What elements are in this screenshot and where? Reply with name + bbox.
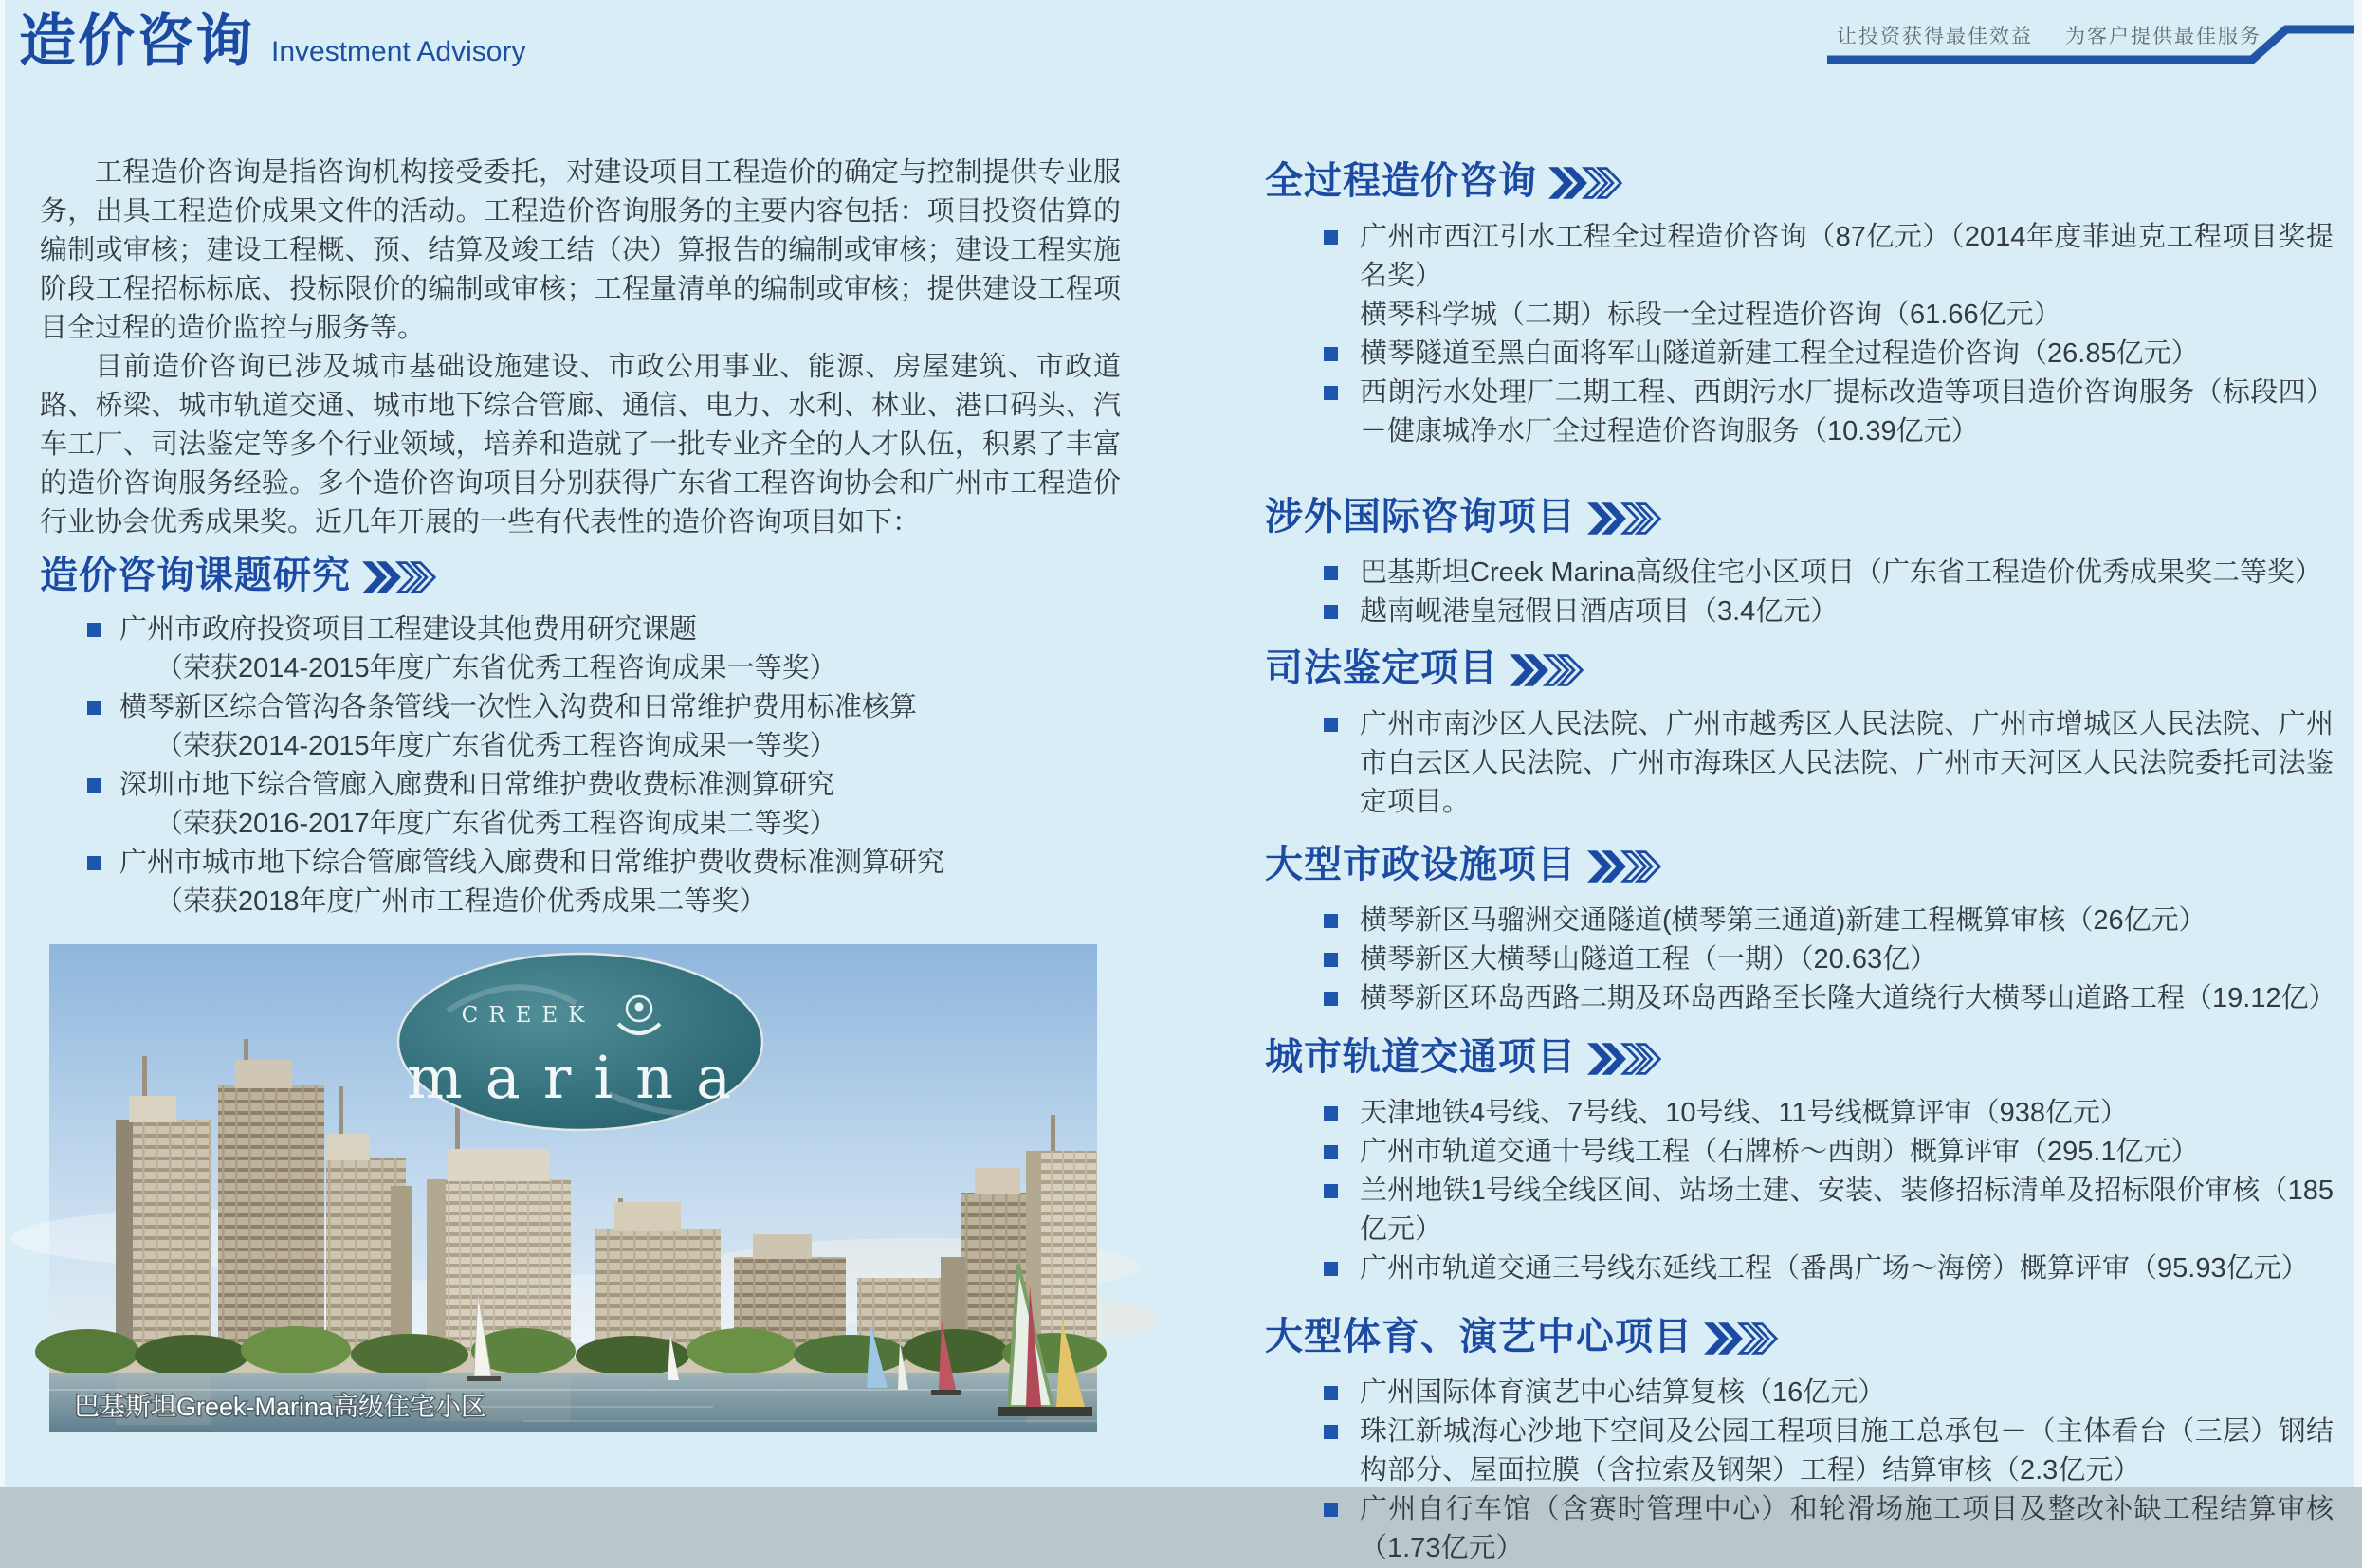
slogan-right: 为客户提供最佳服务 (2065, 26, 2261, 47)
project-text: 广州市城市地下综合管廊管线入廊费和日常维护费收费标准测算研究 (119, 848, 945, 878)
creek-marina-photo (49, 944, 1097, 1432)
list-item (87, 766, 1121, 844)
double-chevron-icon (1587, 849, 1663, 884)
photo-caption: 巴基斯坦Greek-Marina高级住宅小区 (74, 1393, 487, 1421)
list-item (1324, 1172, 2334, 1249)
research-list (40, 611, 1121, 921)
left-margin-strip (0, 0, 5, 1487)
double-chevron-icon (1548, 166, 1624, 200)
section-title: 造价咨询课题研究 (40, 555, 351, 596)
project-text: 广州自行车馆（含赛时管理中心）和轮滑场施工项目及整改补缺工程结算审核（1.73亿元） (1360, 1494, 2334, 1563)
intro-paragraph-2: 目前造价咨询已涉及城市基础设施建设、市政公用事业、能源、房屋建筑、市政道路、桥梁、城市轨道交通、城市地下综合管廊、通信、电力、水利、林业、港口码头、汽车工厂、司法鉴定等多个行业领域，培养和造就了一批专业齐全的人才队伍，积累了丰富的造价咨询服务经验。多个造价咨询项目分别获得广东省工程咨询协会和广州市工程造价行业协会优秀成果奖。近几年开展的一些有代表性的造价咨询项目如下： (40, 352, 1121, 538)
list-item (1324, 1490, 2334, 1568)
list-item (87, 611, 1121, 688)
double-chevron-icon (362, 560, 438, 594)
double-chevron-icon (1587, 1042, 1663, 1076)
project-text: 广州市政府投资项目工程建设其他费用研究课题 (119, 614, 698, 645)
list-item (1324, 1374, 2334, 1413)
list-item (87, 844, 1121, 921)
section-header (1244, 1315, 2334, 1358)
award-text: （荣获2018年度广州市工程造价优秀成果二等奖） (156, 886, 767, 917)
project-text: 横琴隧道至黑白面将军山隧道新建工程全过程造价咨询（26.85亿元） (1360, 338, 2199, 369)
left-column (40, 99, 1121, 1568)
section-title: 大型体育、演艺中心项目 (1265, 1316, 1693, 1358)
project-text-line2: 横琴科学城（二期）标段一全过程造价咨询（61.66亿元） (1360, 300, 2061, 330)
project-text: 天津地铁4号线、7号线、10号线、11号线概算评审（938亿元） (1360, 1098, 2129, 1128)
content-columns (0, 99, 2362, 1568)
double-chevron-icon (1704, 1322, 1780, 1356)
award-text: （荣获2014-2015年度广东省优秀工程咨询成果一等奖） (156, 653, 837, 684)
list-item (1324, 1249, 2334, 1288)
project-list (1244, 705, 2334, 822)
list-item (1324, 554, 2334, 593)
project-text: 横琴新区环岛西路二期及环岛西路至长隆大道绕行大横琴山道路工程（19.12亿） (1360, 983, 2336, 1013)
section-rail-transit (1244, 1035, 2334, 1288)
section-judicial (1244, 647, 2334, 822)
project-text: 广州市轨道交通十号线工程（石牌桥～西朗）概算评审（295.1亿元） (1360, 1137, 2199, 1167)
double-chevron-icon (1587, 501, 1663, 536)
right-margin-strip (2354, 0, 2362, 1487)
project-text: 广州市南沙区人民法院、广州市越秀区人民法院、广州市增城区人民法院、广州市白云区人民法院、广州市海珠区人民法院、广州市天河区人民法院委托司法鉴定项目。 (1360, 709, 2334, 817)
right-column (1244, 99, 2334, 1568)
page-header (0, 0, 2362, 99)
page-title: 造价咨询 (19, 9, 254, 73)
section-header (1244, 843, 2334, 886)
section-title: 城市轨道交通项目 (1265, 1036, 1576, 1078)
project-text: 兰州地铁1号线全线区间、站场土建、安装、装修招标清单及招标限价审核（185亿元） (1360, 1176, 2334, 1245)
section-title: 司法鉴定项目 (1265, 647, 1498, 689)
section-header-research (40, 554, 1121, 597)
project-list (1244, 1374, 2334, 1568)
logo-creek-text: CREEK (461, 1003, 595, 1028)
section-title: 大型市政设施项目 (1265, 844, 1576, 885)
list-item (1324, 218, 2334, 335)
list-item (87, 688, 1121, 766)
page-subtitle: Investment Advisory (271, 36, 526, 67)
list-item (1324, 374, 2334, 451)
slogan-left: 让投资获得最佳效益 (1837, 26, 2033, 47)
project-text: 横琴新区大横琴山隧道工程（一期）（20.63亿） (1360, 944, 1938, 975)
creek-marina-logo (398, 954, 762, 1130)
intro-paragraph-1: 工程造价咨询是指咨询机构接受委托，对建设项目工程造价的确定与控制提供专业服务，出具工程造价成果文件的活动。工程造价咨询服务的主要内容包括：项目投资估算的编制或审核；建设工程概、预、结算及竣工结（决）算报告的编制或审核；建设工程实施阶段工程招标标底、投标限价的编制或审核；工程量清单的编制或审核；提供建设工程项目全过程的造价监控与服务等。 (40, 157, 1121, 343)
section-title: 全过程造价咨询 (1265, 160, 1537, 202)
list-item (1324, 1413, 2334, 1490)
header-decoration (1823, 0, 2354, 76)
project-text: 横琴新区综合管沟各条管线一次性入沟费和日常维护费用标准核算 (119, 692, 918, 722)
project-text: 巴基斯坦Creek Marina高级住宅小区项目（广东省工程造价优秀成果奖二等奖） (1360, 557, 2323, 588)
list-item (1324, 979, 2334, 1018)
award-text: （荣获2016-2017年度广东省优秀工程咨询成果二等奖） (156, 809, 837, 839)
project-text: 珠江新城海心沙地下空间及公园工程项目施工总承包－（主体看台（三层）钢结构部分、屋面拉膜（含拉索及钢架）工程）结算审核（2.3亿元） (1360, 1416, 2334, 1486)
project-text: 广州市轨道交通三号线东延线工程（番禺广场～海傍）概算评审（95.93亿元） (1360, 1253, 2309, 1284)
list-item (1324, 1133, 2334, 1172)
double-chevron-icon (1510, 653, 1585, 687)
project-text: 广州国际体育演艺中心结算复核（16亿元） (1360, 1377, 1886, 1408)
award-text: （荣获2014-2015年度广东省优秀工程咨询成果一等奖） (156, 731, 837, 761)
section-title: 涉外国际咨询项目 (1265, 496, 1576, 538)
section-international (1244, 495, 2334, 631)
section-header (1244, 159, 2334, 203)
project-text: 西朗污水处理厂二期工程、西朗污水厂提标改造等项目造价咨询服务（标段四）－健康城净水厂全过程造价咨询服务（10.39亿元） (1360, 377, 2334, 447)
project-list (1244, 902, 2334, 1018)
project-text: 广州市西江引水工程全过程造价咨询（87亿元）（2014年度菲迪克工程项目奖提名奖） (1360, 222, 2334, 291)
list-item (1324, 1094, 2334, 1133)
project-photo (49, 944, 1097, 1432)
project-list (1244, 218, 2334, 451)
section-sports-arts (1244, 1315, 2334, 1568)
section-full-process (1244, 159, 2334, 451)
section-header (1244, 1035, 2334, 1079)
project-text: 横琴新区马骝洲交通隧道(横琴第三通道)新建工程概算审核（26亿元） (1360, 905, 2206, 936)
list-item (1324, 593, 2334, 631)
project-list (1244, 1094, 2334, 1288)
section-municipal (1244, 843, 2334, 1018)
section-header (1244, 495, 2334, 538)
project-text: 越南岘港皇冠假日酒店项目（3.4亿元） (1360, 596, 1839, 627)
blue-band-decoration-icon (1823, 0, 2354, 76)
section-header (1244, 647, 2334, 690)
project-list (1244, 554, 2334, 631)
list-item (1324, 940, 2334, 979)
list-item (1324, 902, 2334, 940)
project-text: 深圳市地下综合管廊入廊费和日常维护费收费标准测算研究 (119, 770, 835, 800)
logo-marina-text: marina (406, 1043, 755, 1112)
list-item (1324, 335, 2334, 374)
list-item (1324, 705, 2334, 822)
